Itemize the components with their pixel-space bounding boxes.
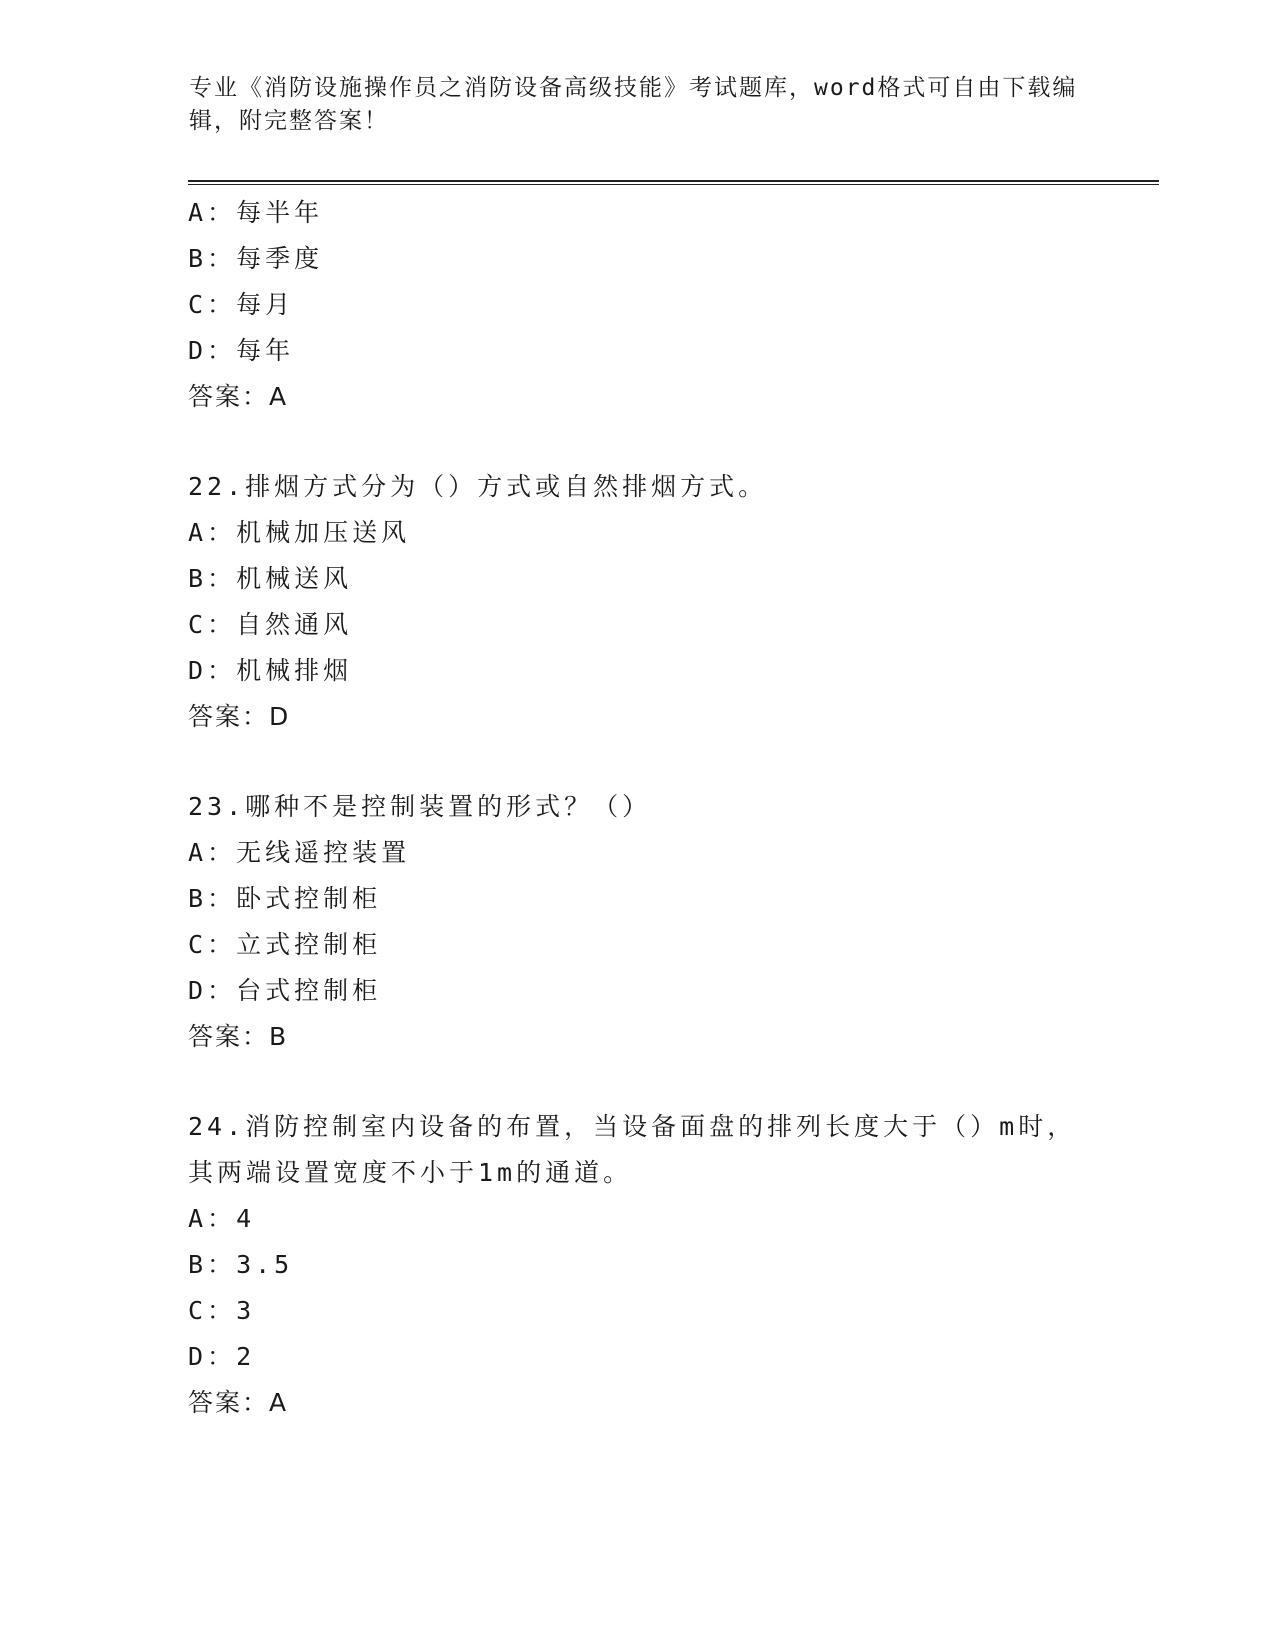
- option-c: C：每月: [188, 290, 295, 319]
- answer-line: 答案：A: [188, 382, 289, 411]
- option-b: B：3.5: [188, 1250, 294, 1279]
- option-b: B：卧式控制柜: [188, 884, 382, 913]
- option-a: A：每半年: [188, 198, 324, 227]
- option-a: A：无线遥控装置: [188, 838, 411, 867]
- option-d: D：每年: [188, 336, 295, 365]
- header-line-1: 专业《消防设施操作员之消防设备高级技能》考试题库，word格式可自由下载编: [189, 75, 1078, 101]
- answer-line: 答案：A: [188, 1388, 289, 1417]
- option-d: D：台式控制柜: [188, 976, 382, 1005]
- question-22: [188, 464, 1088, 740]
- option-b: B：机械送风: [188, 564, 353, 593]
- answer-line: 答案：D: [188, 702, 291, 731]
- question-stem-line-1: 24.消防控制室内设备的布置，当设备面盘的排列长度大于（）m时，: [188, 1112, 1077, 1141]
- question-21: [188, 190, 1088, 420]
- answer-line: 答案：B: [188, 1022, 289, 1051]
- option-c: C：3: [188, 1296, 256, 1325]
- option-a: A：4: [188, 1204, 256, 1233]
- question-stem: 22.排烟方式分为（）方式或自然排烟方式。: [188, 472, 768, 501]
- header-divider: [188, 180, 1159, 185]
- option-c: C：自然通风: [188, 610, 353, 639]
- question-23: [188, 784, 1088, 1060]
- question-list: [188, 190, 1088, 1426]
- question-stem: 23.哪种不是控制装置的形式？（）: [188, 792, 652, 821]
- option-c: C：立式控制柜: [188, 930, 382, 959]
- option-d: D：2: [188, 1342, 256, 1371]
- option-a: A：机械加压送风: [188, 518, 411, 547]
- document-header: [189, 72, 1089, 138]
- question-24: [188, 1104, 1088, 1426]
- header-line-2: 辑，附完整答案！: [189, 108, 389, 134]
- option-d: D：机械排烟: [188, 656, 353, 685]
- question-stem-line-2: 其两端设置宽度不小于1m的通道。: [188, 1158, 633, 1187]
- option-b: B：每季度: [188, 244, 324, 273]
